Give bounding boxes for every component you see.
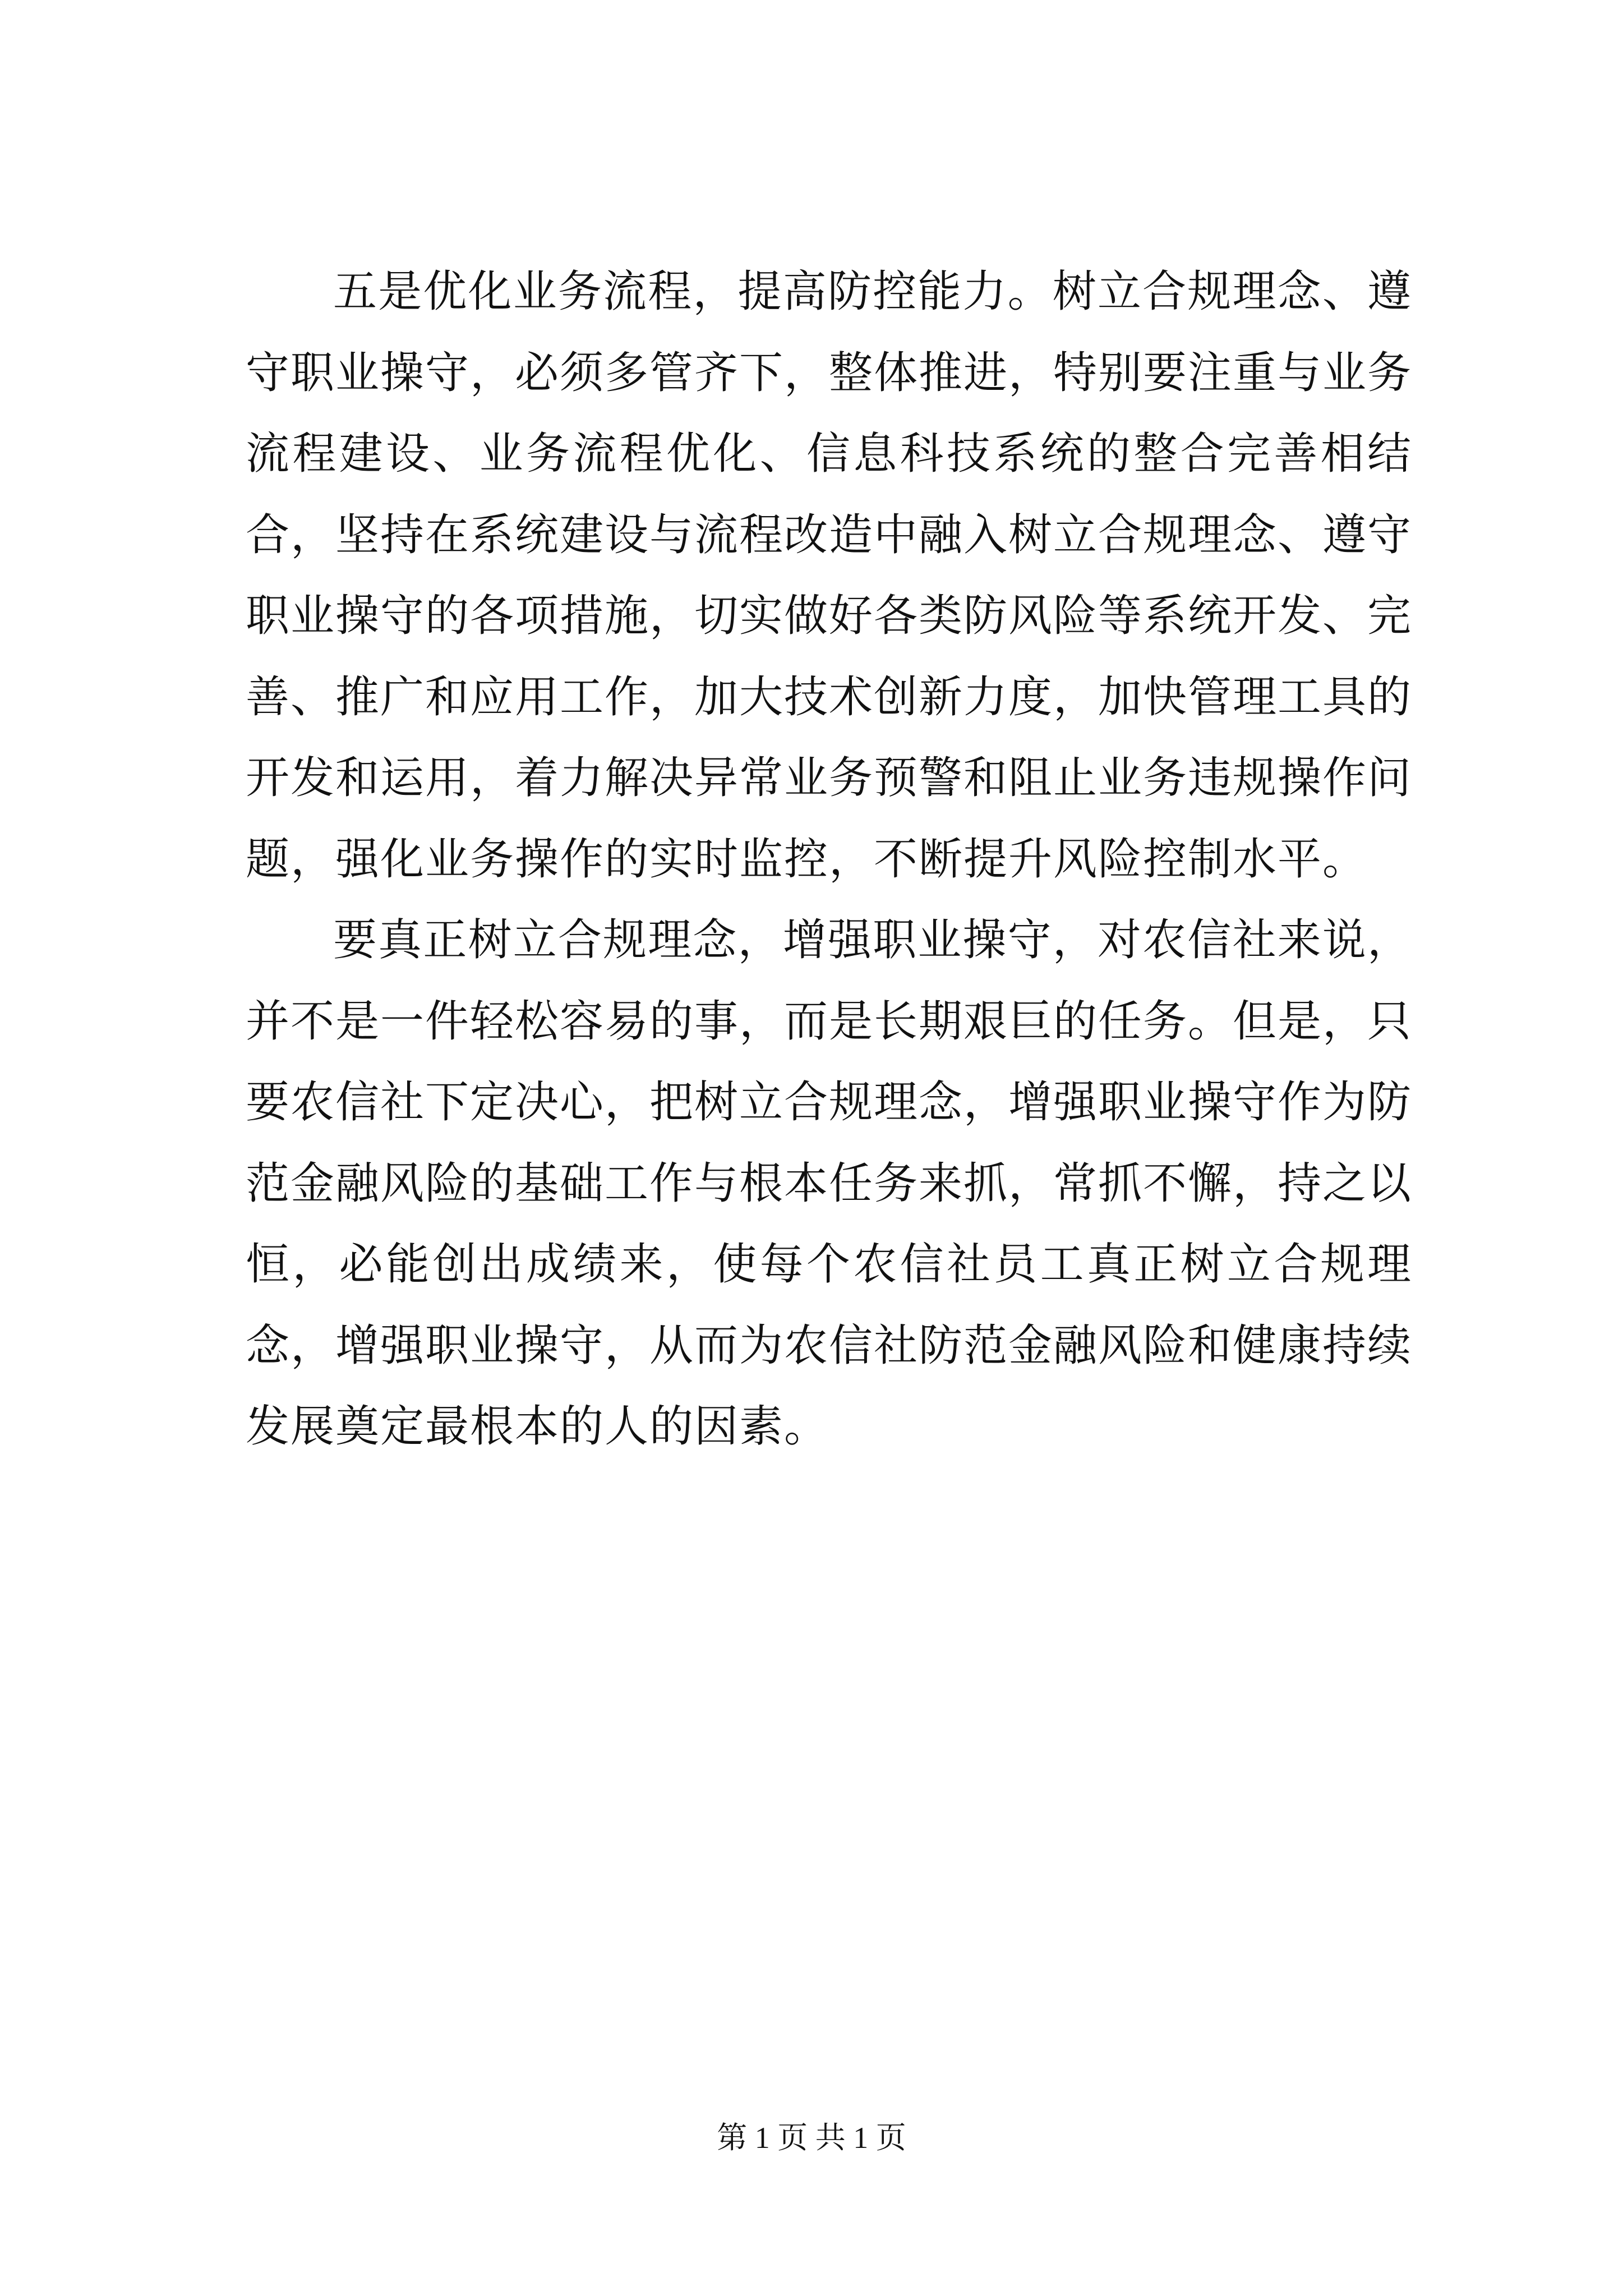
document-body: [246, 251, 1412, 1467]
paragraph-optimize-process: 五是优化业务流程，提高防控能力。树立合规理念、遵守职业操守，必须多管齐下，整体推进，特别要注重与业务流程建设、业务流程优化、信息科技系统的整合完善相结合，坚持在系统建设与流程改造中融入树立合规理念、遵守职业操守的各项措施，切实做好各类防风险等系统开发、完善、推广和应用工作，加大技术创新力度，加快管理工具的开发和运用，着力解决异常业务预警和阻止业务违规操作问题，强化业务操作的实时监控，不断提升风险控制水平。: [246, 266, 1413, 885]
page-number-footer: 第 1 页 共 1 页: [717, 2121, 906, 2155]
paragraph-conclusion: 要真正树立合规理念，增强职业操守，对农信社来说，并不是一件轻松容易的事，而是长期艰巨的任务。但是，只要农信社下定决心，把树立合规理念，增强职业操守作为防范金融风险的基础工作与根本任务来抓，常抓不懈，持之以恒，必能创出成绩来，使每个农信社员工真正树立合规理念，增强职业操守，从而为农信社防范金融风险和健康持续发展奠定最根本的人的因素。: [246, 915, 1413, 1452]
